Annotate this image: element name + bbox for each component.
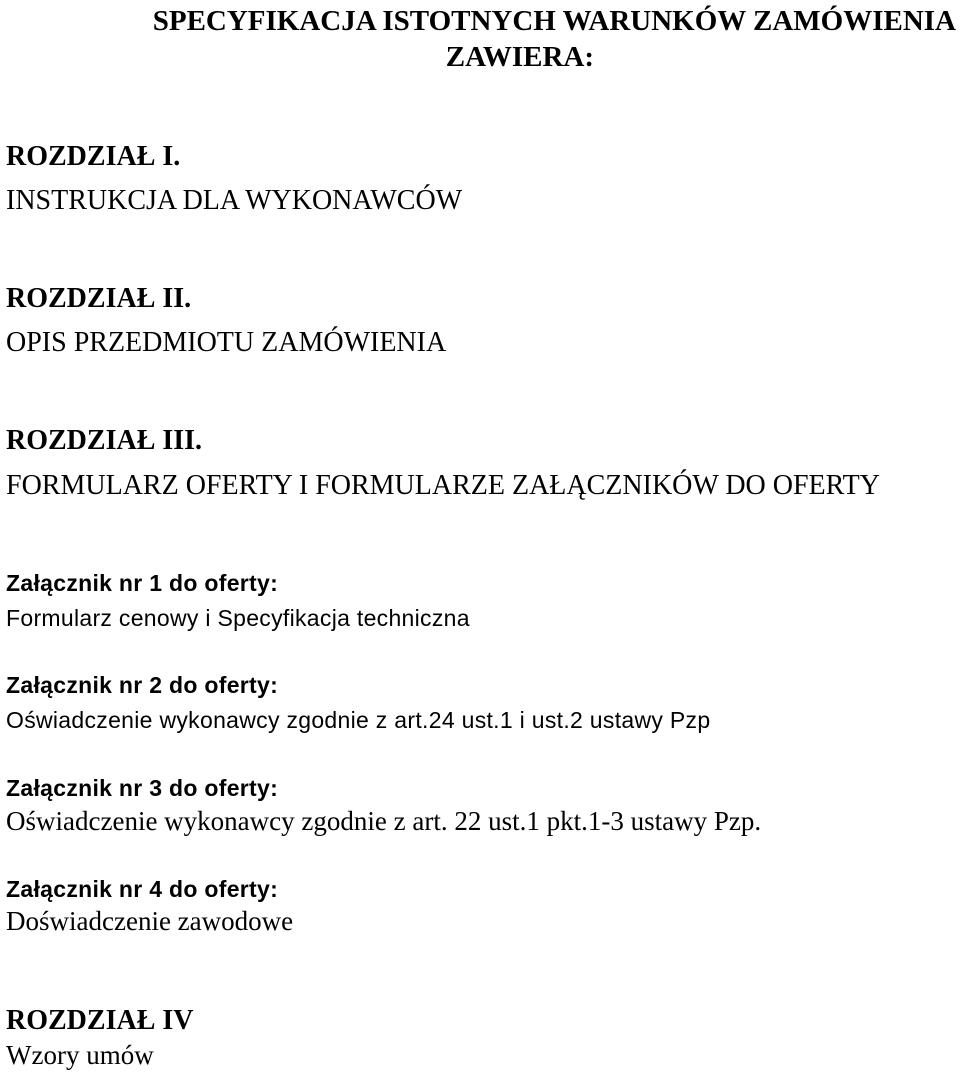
chapter-1-subtitle: INSTRUKCJA DLA WYKONAWCÓW <box>6 185 463 216</box>
attachment-3-label: Załącznik nr 3 do oferty: <box>6 775 279 801</box>
attachment-1-label: Załącznik nr 1 do oferty: <box>6 570 279 596</box>
document-title-line-2: ZAWIERA: <box>445 41 594 73</box>
attachment-2-description: Oświadczenie wykonawcy zgodnie z art.24 ust.1 i ust.2 ustawy Pzp <box>6 707 711 733</box>
attachment-4-description: Doświadczenie zawodowe <box>6 906 294 936</box>
chapter-2-subtitle: OPIS PRZEDMIOTU ZAMÓWIENIA <box>6 327 447 358</box>
chapter-3-subtitle: FORMULARZ OFERTY I FORMULARZE ZAŁĄCZNIKÓW DO OFERTY <box>6 470 880 501</box>
document-title-line-1: SPECYFIKACJA ISTOTNYCH WARUNKÓW ZAMÓWIENIA <box>152 5 956 37</box>
chapter-3-heading: ROZDZIAŁ III. <box>6 425 203 456</box>
attachment-1-description: Formularz cenowy i Specyfikacja techniczna <box>6 605 470 631</box>
chapter-4-heading: ROZDZIAŁ IV <box>6 1005 194 1036</box>
chapter-4-subtitle: Wzory umów <box>6 1040 154 1070</box>
attachment-2-label: Załącznik nr 2 do oferty: <box>6 672 279 698</box>
attachment-3-description: Oświadczenie wykonawcy zgodnie z art. 22 ust.1 pkt.1-3 ustawy Pzp. <box>6 806 762 836</box>
chapter-2-heading: ROZDZIAŁ II. <box>6 283 192 314</box>
chapter-1-heading: ROZDZIAŁ I. <box>6 141 181 172</box>
attachment-4-label: Załącznik nr 4 do oferty: <box>6 876 279 902</box>
